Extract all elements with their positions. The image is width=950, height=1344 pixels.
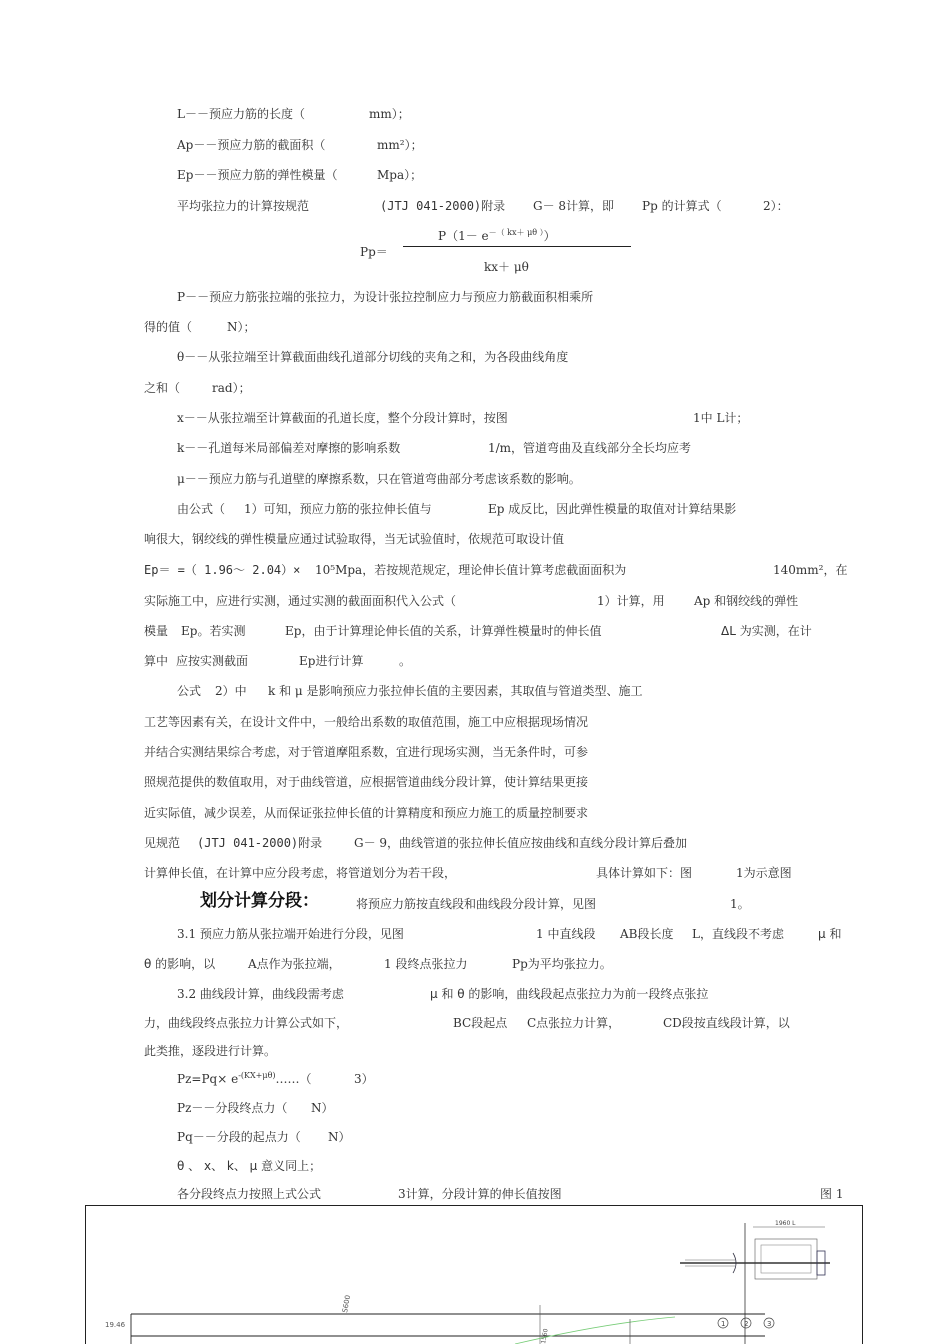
text-line: rad）； [212, 381, 251, 395]
text-line: 1/m，管道弯曲及直线部分全长均应考 [488, 441, 692, 455]
text-line: 将预应力筋按直线段和曲线段分段计算，见图 [356, 897, 597, 911]
text-line: 得的值（ [144, 320, 193, 334]
text-line: 计算伸长值，在计算中应分段考虑，将管道划分为若干段， [144, 866, 457, 880]
text-line: 应按实测截面 [176, 654, 249, 668]
text-line: BC段起点 [453, 1016, 508, 1030]
text-line: Ap－－预应力筋的截面积（ [177, 138, 326, 152]
text-line: Ap 和钢绞线的弹性 [694, 594, 799, 608]
figure-1-drawing [85, 1205, 863, 1344]
text-line: Mpa）； [377, 168, 423, 182]
text-line: k－－孔道每米局部偏差对摩擦的影响系数 [177, 441, 401, 455]
text-line: 3.2 曲线段计算，曲线段需考虑 [177, 987, 344, 1001]
text-line: N）； [227, 320, 256, 334]
formula-line: $Pz=Pq\times e^{-(KX+\mu\theta)}\dots\dots$（ [177, 1071, 312, 1086]
text-line: θ 的影响，以 [144, 957, 216, 971]
dimension-label: 1960 L [775, 1220, 796, 1227]
text-line: 近实际值，减少误差，从而保证张拉伸长值的计算精度和预应力施工的质量控制要求 [144, 806, 589, 820]
text-line: P－－预应力筋张拉端的张拉力，为设计张拉控制应力与预应力筋截面积相乘所 [177, 290, 594, 304]
formula-lhs: Pp＝ [360, 245, 388, 259]
text-line: 之和（ [144, 381, 181, 395]
anchor-plate [761, 1245, 811, 1273]
text-line: 见规范 [144, 836, 181, 850]
text-line: μ－－预应力筋与孔道壁的摩擦系数，只在管道弯曲部分考虑该系数的影响。 [177, 472, 581, 486]
text-line: 平均张拉力的计算按规范 [177, 199, 310, 213]
text-line: Ep 成反比，因此弹性模量的取值对计算结果影 [488, 502, 737, 516]
text-line: 140mm²，在 [773, 563, 848, 577]
text-line: 3） [354, 1072, 374, 1086]
figure-label: 图 1 [820, 1187, 844, 1201]
dimension-label: 1560 [540, 1328, 550, 1344]
text-line: 力，曲线段终点张拉力计算公式如下， [144, 1016, 349, 1030]
text-line: N） [311, 1101, 334, 1115]
text-line: 实际施工中，应进行实测，通过实测的截面面积代入公式（ [144, 594, 457, 608]
text-line: (JTJ 041-2000)附录 [380, 199, 506, 213]
text-line: Pq－－分段的起点力（ [177, 1130, 301, 1144]
text-line: Ep进行计算 [299, 654, 364, 668]
elevation-label: 19.46 [105, 1321, 126, 1329]
text-line: θ－－从张拉端至计算截面曲线孔道部分切线的夹角之和，为各段曲线角度 [177, 350, 569, 364]
text-line: 1）可知，预应力筋的张拉伸长值与 [244, 502, 432, 516]
text-line: 1）计算，用 [597, 594, 665, 608]
text-line: 1为示意图 [736, 866, 792, 880]
text-line: θ 、 x、 k、 μ 意义同上； [177, 1159, 322, 1173]
text-line: L－－预应力筋的长度（ [177, 107, 305, 121]
text-line: 由公式（ [177, 502, 226, 516]
text-line: Ep－－预应力筋的弹性模量（ [177, 168, 338, 182]
text-line: 1 段终点张拉力 [384, 957, 468, 971]
text-line: Ep。若实测 [181, 624, 246, 638]
text-line: Ep＝ =（ 1.96～ 2.04）× [144, 563, 301, 577]
text-line: x－－从张拉端至计算截面的孔道长度，整个分段计算时，按图 [177, 411, 508, 425]
section-heading: 划分计算分段： [200, 891, 319, 911]
text-line: 2）： [763, 199, 789, 213]
text-line: 照规范提供的数值取用，对于曲线管道，应根据管道曲线分段计算，使计算结果更接 [144, 775, 589, 789]
section-marker-3 [764, 1318, 774, 1328]
text-line: 模量 [144, 624, 169, 638]
text-line: 1中 L计； [693, 411, 749, 425]
arc-label: S600 [341, 1294, 353, 1314]
text-line: Ep，由于计算理论伸长值的关系，计算弹性模量时的伸长值 [285, 624, 602, 638]
text-line: 公式 [177, 684, 202, 698]
svg-text:3: 3 [767, 1320, 772, 1328]
text-line: k 和 μ 是影响预应力张拉伸长值的主要因素，其取值与管道类型、施工 [268, 684, 643, 698]
text-line: 。 [399, 654, 412, 668]
text-line: 工艺等因素有关，在设计文件中，一般给出系数的取值范围，施工中应根据现场情况 [144, 715, 589, 729]
text-line: μ 和 θ 的影响，曲线段起点张拉力为前一段终点张拉 [430, 987, 709, 1001]
text-line: C点张拉力计算， [527, 1016, 621, 1030]
text-line: G－ 8计算，即 [533, 199, 615, 213]
section-marker-2 [741, 1318, 751, 1328]
svg-text:2: 2 [744, 1320, 749, 1328]
text-line: 1 中直线段 [536, 927, 596, 941]
text-line: L，直线段不考虑 [692, 927, 784, 941]
tendon-curve [515, 1317, 675, 1344]
text-line: CD段按直线段计算，以 [663, 1016, 790, 1030]
text-line: Pp 的计算式（ [642, 199, 722, 213]
text-line: 各分段终点力按照上式公式 [177, 1187, 322, 1201]
text-line: 3计算，分段计算的伸长值按图 [398, 1187, 562, 1201]
text-line: mm²）； [377, 138, 423, 152]
text-line: G－ 9，曲线管道的张拉伸长值应按曲线和直线分段计算后叠加 [354, 836, 688, 850]
text-line: 算中 [144, 654, 169, 668]
section-marker-1 [718, 1318, 728, 1328]
text-line: N） [328, 1130, 351, 1144]
text-line: 10⁵Mpa，若按规范规定，理论伸长值计算考虑截面面积为 [315, 563, 627, 577]
text-line: 1。 [730, 897, 750, 911]
text-line: 响很大，钢绞线的弹性模量应通过试验取得，当无试验值时，依规范可取设计值 [144, 532, 565, 546]
text-line: 此类推，逐段进行计算。 [144, 1044, 277, 1058]
formula-denominator: kx＋ μθ [484, 260, 529, 274]
text-line: μ 和 [818, 927, 842, 941]
text-line: ΔL 为实测，在计 [721, 624, 812, 638]
text-line: 2）中 [215, 684, 247, 698]
text-line: (JTJ 041-2000)附录 [197, 836, 323, 850]
text-line: Pz－－分段终点力（ [177, 1101, 288, 1115]
svg-text:1: 1 [721, 1320, 726, 1328]
formula-numerator: $P(1- e^{-( kx+ \mu\theta )})$ [438, 228, 556, 243]
text-line: 具体计算如下：图 [596, 866, 693, 880]
text-line: Pp为平均张拉力。 [512, 957, 612, 971]
text-line: A点作为张拉端， [248, 957, 341, 971]
fraction-bar [403, 246, 631, 247]
text-line: mm）； [369, 107, 410, 121]
text-line: 并结合实测结果综合考虑，对于管道摩阻系数，宜进行现场实测，当无条件时，可参 [144, 745, 589, 759]
text-line: 3.1 预应力筋从张拉端开始进行分段，见图 [177, 927, 404, 941]
text-line: AB段长度 [620, 927, 674, 941]
